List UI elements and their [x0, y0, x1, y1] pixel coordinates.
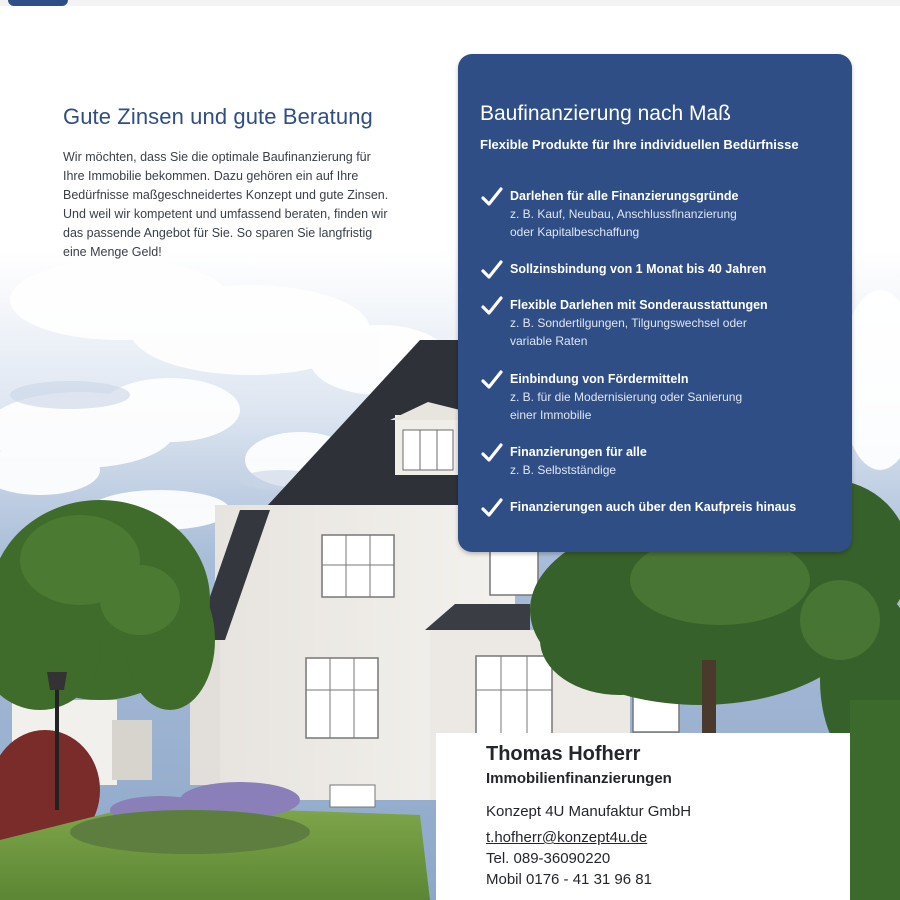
contact-phone: Tel. 089-36090220: [486, 850, 611, 867]
checkmark-icon: [480, 441, 504, 465]
contact-company: Konzept 4U Manufaktur GmbH: [486, 803, 692, 820]
feature-heading: Finanzierungen auch über den Kaufpreis hinaus: [510, 500, 797, 514]
feature-heading: Einbindung von Fördermitteln: [510, 372, 689, 386]
intro-line: Bedürfnisse maßgeschneidertes Konzept und gute Zinsen.: [63, 188, 389, 202]
feature-heading: Finanzierungen für alle: [510, 445, 647, 459]
checkmark-icon: [480, 496, 504, 520]
checkmark-icon: [480, 294, 504, 318]
feature-detail: z. B. Kauf, Neubau, Anschlussfinanzierung: [510, 207, 737, 221]
checkmark-icon: [480, 368, 504, 392]
intro-line: Und weil wir kompetent und umfassend beraten, finden wir: [63, 207, 388, 221]
box-title: Baufinanzierung nach Maß: [480, 102, 731, 125]
contact-card: [436, 733, 850, 900]
contact-name: Thomas Hofherr: [486, 743, 641, 765]
intro-line: das passende Angebot für Sie. So sparen Sie langfristig: [63, 226, 373, 240]
feature-detail: z. B. Sondertilgungen, Tilgungswechsel oder: [510, 316, 747, 330]
section-heading: Gute Zinsen und gute Beratung: [63, 104, 373, 129]
feature-detail: z. B. für die Modernisierung oder Sanierung: [510, 390, 743, 404]
feature-detail: z. B. Selbstständige: [510, 463, 617, 477]
feature-detail: einer Immobilie: [510, 408, 592, 422]
contact-mobile: Mobil 0176 - 41 31 96 81: [486, 871, 652, 888]
contact-email-link[interactable]: t.hofherr@konzept4u.de: [486, 829, 648, 846]
intro-line: Ihre Immobilie bekommen. Dazu gehören ein auf Ihre: [63, 169, 359, 183]
brand-logo-fragment: [8, 0, 68, 6]
box-subtitle: Flexible Produkte für Ihre individuellen Bedürfnisse: [480, 137, 799, 152]
intro-line: eine Menge Geld!: [63, 245, 162, 259]
contact-title: Immobilienfinanzierungen: [486, 770, 672, 787]
checkmark-icon: [480, 258, 504, 282]
feature-heading: Darlehen für alle Finanzierungsgründe: [510, 189, 739, 203]
checkmark-icon: [480, 185, 504, 209]
top-banner-strip: [0, 0, 900, 6]
feature-heading: Sollzinsbindung von 1 Monat bis 40 Jahren: [510, 262, 767, 276]
features-box: [458, 54, 852, 552]
intro-paragraph: [63, 148, 433, 262]
feature-heading: Flexible Darlehen mit Sonderausstattungen: [510, 298, 768, 312]
intro-line: Wir möchten, dass Sie die optimale Baufinanzierung für: [63, 150, 371, 164]
feature-detail: oder Kapitalbeschaffung: [510, 225, 640, 239]
feature-detail: variable Raten: [510, 334, 588, 348]
